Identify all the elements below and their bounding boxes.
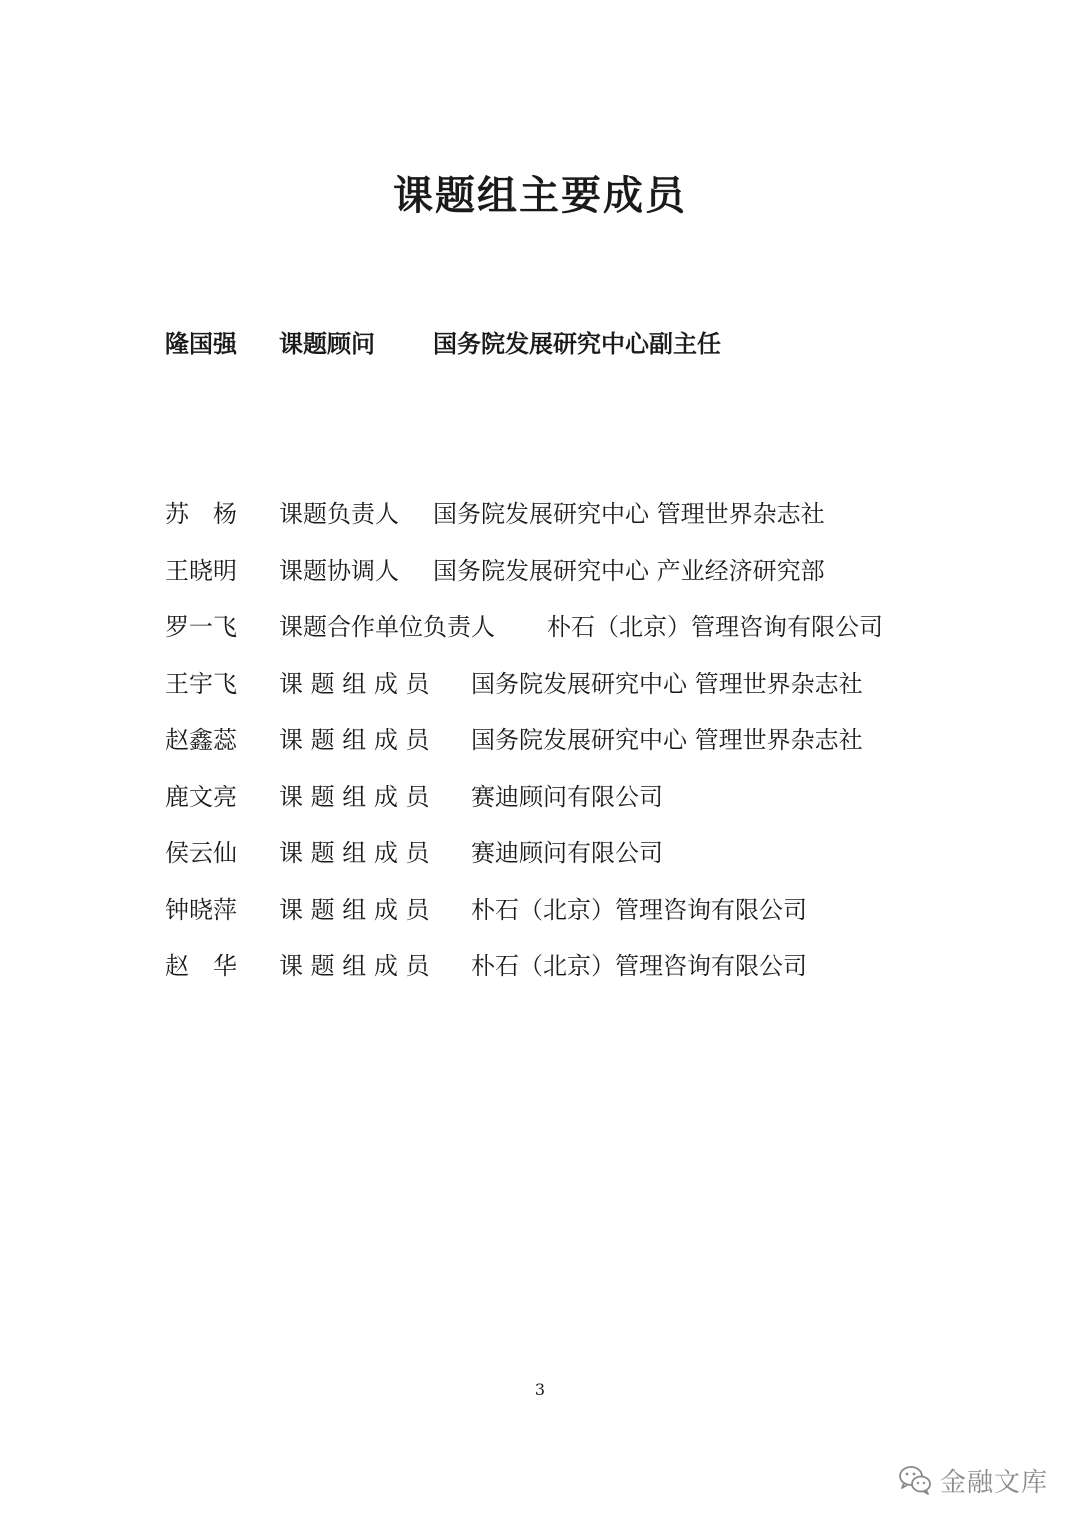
member-name: 罗一飞 xyxy=(165,613,237,641)
member-name: 苏 杨 xyxy=(165,500,237,528)
member-organization: 国务院发展研究中心 产业经济研究部 xyxy=(433,557,825,585)
member-name: 王宇飞 xyxy=(165,670,237,698)
member-name: 侯云仙 xyxy=(165,839,237,867)
member-name: 赵 华 xyxy=(165,952,237,980)
member-name: 王晓明 xyxy=(165,557,237,585)
member-name: 钟晓萍 xyxy=(165,896,237,924)
member-role: 课题协调人 xyxy=(279,557,399,585)
member-role: 课题负责人 xyxy=(279,500,399,528)
member-role: 课题合作单位负责人 xyxy=(279,613,495,641)
member-organization: 朴石（北京）管理咨询有限公司 xyxy=(471,952,807,980)
page-title: 课题组主要成员 xyxy=(393,172,687,219)
member-organization: 国务院发展研究中心副主任 xyxy=(433,329,721,358)
member-role: 课 题 组 成 员 xyxy=(279,952,430,980)
member-role: 课题顾问 xyxy=(279,329,375,358)
member-role: 课 题 组 成 员 xyxy=(279,726,430,754)
wechat-icon xyxy=(898,1465,932,1495)
member-organization: 朴石（北京）管理咨询有限公司 xyxy=(547,613,883,641)
member-organization: 国务院发展研究中心 管理世界杂志社 xyxy=(471,670,863,698)
member-role: 课 题 组 成 员 xyxy=(279,896,430,924)
member-name: 鹿文亮 xyxy=(165,783,237,811)
member-organization: 国务院发展研究中心 管理世界杂志社 xyxy=(433,500,825,528)
member-name: 赵鑫蕊 xyxy=(165,726,237,754)
member-role: 课 题 组 成 员 xyxy=(279,783,430,811)
member-role: 课 题 组 成 员 xyxy=(279,670,430,698)
page-number: 3 xyxy=(534,1380,546,1399)
member-organization: 国务院发展研究中心 管理世界杂志社 xyxy=(471,726,863,754)
member-organization: 赛迪顾问有限公司 xyxy=(471,839,663,867)
member-role: 课 题 组 成 员 xyxy=(279,839,430,867)
member-organization: 赛迪顾问有限公司 xyxy=(471,783,663,811)
watermark xyxy=(898,1460,1048,1500)
watermark-text: 金融文库 xyxy=(940,1467,1049,1498)
member-organization: 朴石（北京）管理咨询有限公司 xyxy=(471,896,807,924)
member-name: 隆国强 xyxy=(165,329,237,358)
